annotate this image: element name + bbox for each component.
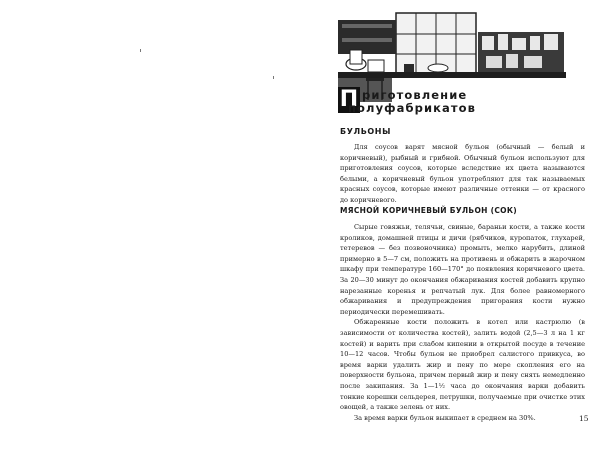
right-page (300, 0, 600, 459)
print-speck (140, 49, 141, 52)
section-title: БУЛЬОНЫ (340, 127, 391, 136)
print-speck (273, 76, 274, 79)
intro-text (340, 142, 585, 206)
heading-line-2: полуфабрикатов (348, 101, 477, 115)
paragraph: Для соусов варят мясной бульон (обычный — белый и коричневый), рыбный и грибной. Обычный бульон используют для приготовления соусов, которые вследствие их цвета называются белыми, а коричневый бульон употребляют для так называемых красных соусов, которые имеют различные оттенки — от красного до коричневого. (340, 143, 585, 204)
paragraph: За время варки бульон выкипает в среднем на 30%. (354, 413, 536, 422)
chapter-heading (338, 87, 578, 115)
heading-line-1: риготовление (362, 88, 468, 102)
subsection-title: МЯСНОЙ КОРИЧНЕВЫЙ БУЛЬОН (СОК) (340, 206, 517, 215)
paragraph: Сырые говяжьи, телячьи, свиные, бараньи кости, а также кости кроликов, домашней птицы и дичи (рябчиков, куропаток, глухарей, тетеревов — без позвоночника) промыть, мелко нарубить, длиной примерно в 5—7 см, положить на противень и обжарить в жарочном шкафу при температуре 160—170° до появления коричневого цвета. За 20—30 минут до окончания обжаривания костей добавить крупно нарезанные коренья и репчатый лук. Для более равномерного обжаривания и предупреждения пригорания кости нужно периодически перемешивать. (340, 223, 585, 316)
page-number: 15 (579, 414, 589, 423)
main-text (340, 222, 585, 423)
heading-initial-letter: П (339, 87, 359, 112)
paragraph: Обжаренные кости положить в котел или кастрюлю (в зависимости от количества костей), залить водой (2,5—3 л на 1 кг костей) и варить при слабом кипении в открытой посуде в течение 10—12 часов. Чтобы бульон не приобрел салистого привкуса, во время варки удалить жир и пену по мере скопления его на поверхности бульона, причем первый жир и пену снять немедленно после закипания. За 1—1½ часа до окончания варки добавить тонкие корешки сельдерея, петрушки, получаемые при очистке этих овощей, а также зелень от них. (340, 318, 585, 412)
